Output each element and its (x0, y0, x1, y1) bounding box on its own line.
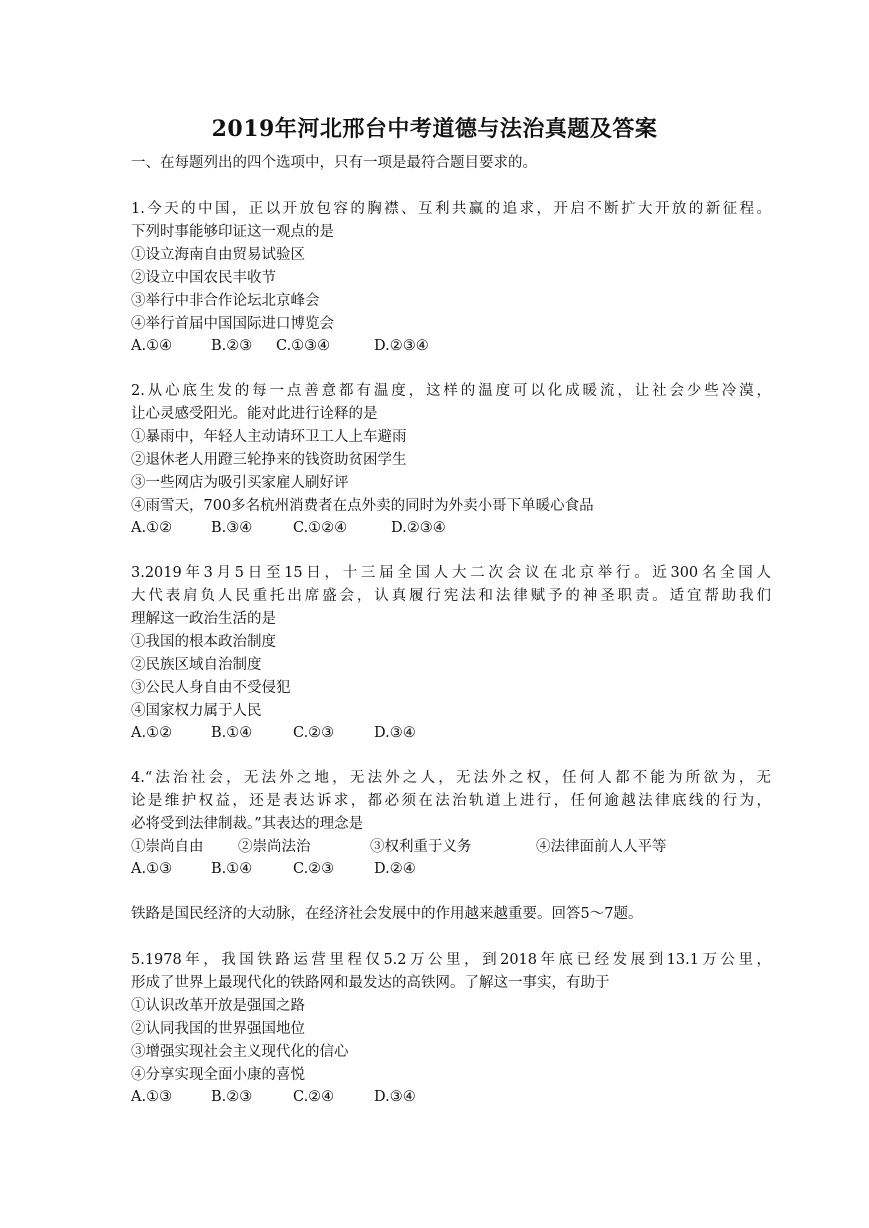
q1-item-1: ①设立海南自由贸易试验区 (131, 247, 305, 263)
q2-item-1: ①暴雨中，年轻人主动请环卫工人上车避雨 (131, 429, 407, 445)
q4-stem-line-2: 论是维护权益，还是表达诉求，都必须在法治轨道上进行，任何逾越法律底线的行为， (131, 793, 771, 809)
q3-item-4: ④国家权力属于人民 (131, 703, 262, 719)
q5-item-4: ④分享实现全面小康的喜悦 (131, 1067, 305, 1083)
q4-items-row (131, 836, 667, 858)
q1-item-2: ②设立中国农民丰收节 (131, 270, 276, 286)
q3-option-c: C.②③ (293, 725, 335, 741)
q3-item-1: ①我国的根本政治制度 (131, 634, 276, 650)
q5-stem-line-1: 5.1978年，我国铁路运营里程仅5.2万公里，到2018年底已经发展到13.1万公里， (131, 952, 771, 968)
q3-item-2: ②民族区域自治制度 (131, 657, 262, 673)
q3-options (131, 722, 416, 744)
q3-stem-line-1: 3.2019年3月5日至15日，十三届全国人大二次会议在北京举行。近300名全国人 (131, 565, 771, 581)
q2-item-3: ③一些网店为吸引买家雇人刷好评 (131, 475, 349, 491)
q2-stem-line-1: 2.从心底生发的每一点善意都有温度，这样的温度可以化成暖流，让社会少些冷漠， (131, 383, 771, 399)
q1-item-3: ③举行中非合作论坛北京峰会 (131, 293, 320, 309)
q5-item-3: ③增强实现社会主义现代化的信心 (131, 1044, 349, 1060)
q4-item-1: ①崇尚自由 (131, 839, 204, 855)
q1-option-d: D.②③④ (374, 338, 429, 354)
q1-option-b: B.②③ (211, 338, 253, 354)
q4-stem-line-3: 必将受到法律制裁。”其表达的理念是 (131, 816, 364, 832)
q2-item-2: ②退休老人用蹬三轮挣来的钱资助贫困学生 (131, 452, 407, 468)
q1-option-c: C.①③④ (276, 338, 331, 354)
q3-item-3: ③公民人身自由不受侵犯 (131, 680, 291, 696)
q5-stem-line-2: 形成了世界上最现代化的铁路网和最发达的高铁网。了解这一事实，有助于 (131, 975, 610, 991)
q4-item-3: ③权利重于义务 (370, 839, 472, 855)
q5-options (131, 1086, 416, 1108)
q4-option-d: D.②④ (374, 861, 416, 877)
group-intro: 铁路是国民经济的大动脉，在经济社会发展中的作用越来越重要。回答5～7题。 (131, 906, 643, 922)
section-heading: 一、在每题列出的四个选项中，只有一项是最符合题目要求的。 (131, 155, 537, 171)
q2-option-d: D.②③④ (391, 520, 446, 536)
q1-option-a: A.①④ (131, 338, 173, 354)
q2-item-4: ④雨雪天，700多名杭州消费者在点外卖的同时为外卖小哥下单暖心食品 (131, 498, 594, 514)
q3-option-a: A.①② (131, 725, 173, 741)
document-title: 2019年河北邢台中考道德与法治真题及答案 (211, 116, 658, 142)
q5-option-d: D.③④ (374, 1089, 416, 1105)
q1-stem-line-2: 下列时事能够印证这一观点的是 (131, 224, 334, 240)
q4-item-2: ②崇尚法治 (238, 839, 311, 855)
q5-item-1: ①认识改革开放是强国之路 (131, 998, 305, 1014)
q1-stem-line-1: 1.今天的中国，正以开放包容的胸襟、互利共赢的追求，开启不断扩大开放的新征程。 (131, 201, 771, 217)
q4-option-a: A.①③ (131, 861, 173, 877)
q4-options (131, 858, 416, 880)
q5-option-c: C.②④ (293, 1089, 335, 1105)
q2-option-a: A.①② (131, 520, 173, 536)
q3-stem-line-2: 大代表肩负人民重托出席盛会，认真履行宪法和法律赋予的神圣职责。适宜帮助我们 (131, 588, 771, 604)
q4-option-b: B.①④ (211, 861, 253, 877)
q2-options (131, 517, 446, 539)
q2-option-c: C.①②④ (293, 520, 348, 536)
q2-option-b: B.③④ (211, 520, 253, 536)
q5-item-2: ②认同我国的世界强国地位 (131, 1021, 305, 1037)
q1-item-4: ④举行首届中国国际进口博览会 (131, 316, 334, 332)
q1-options (131, 335, 429, 357)
q5-option-b: B.②③ (211, 1089, 253, 1105)
q3-option-b: B.①④ (211, 725, 253, 741)
q2-stem-line-2: 让心灵感受阳光。能对此进行诠释的是 (131, 406, 378, 422)
q4-item-4: ④法律面前人人平等 (536, 839, 667, 855)
q4-stem-line-1: 4.“法治社会，无法外之地，无法外之人，无法外之权，任何人都不能为所欲为，无 (131, 770, 771, 786)
q4-option-c: C.②③ (293, 861, 335, 877)
q3-stem-line-3: 理解这一政治生活的是 (131, 611, 276, 627)
q3-option-d: D.③④ (374, 725, 416, 741)
q5-option-a: A.①③ (131, 1089, 173, 1105)
